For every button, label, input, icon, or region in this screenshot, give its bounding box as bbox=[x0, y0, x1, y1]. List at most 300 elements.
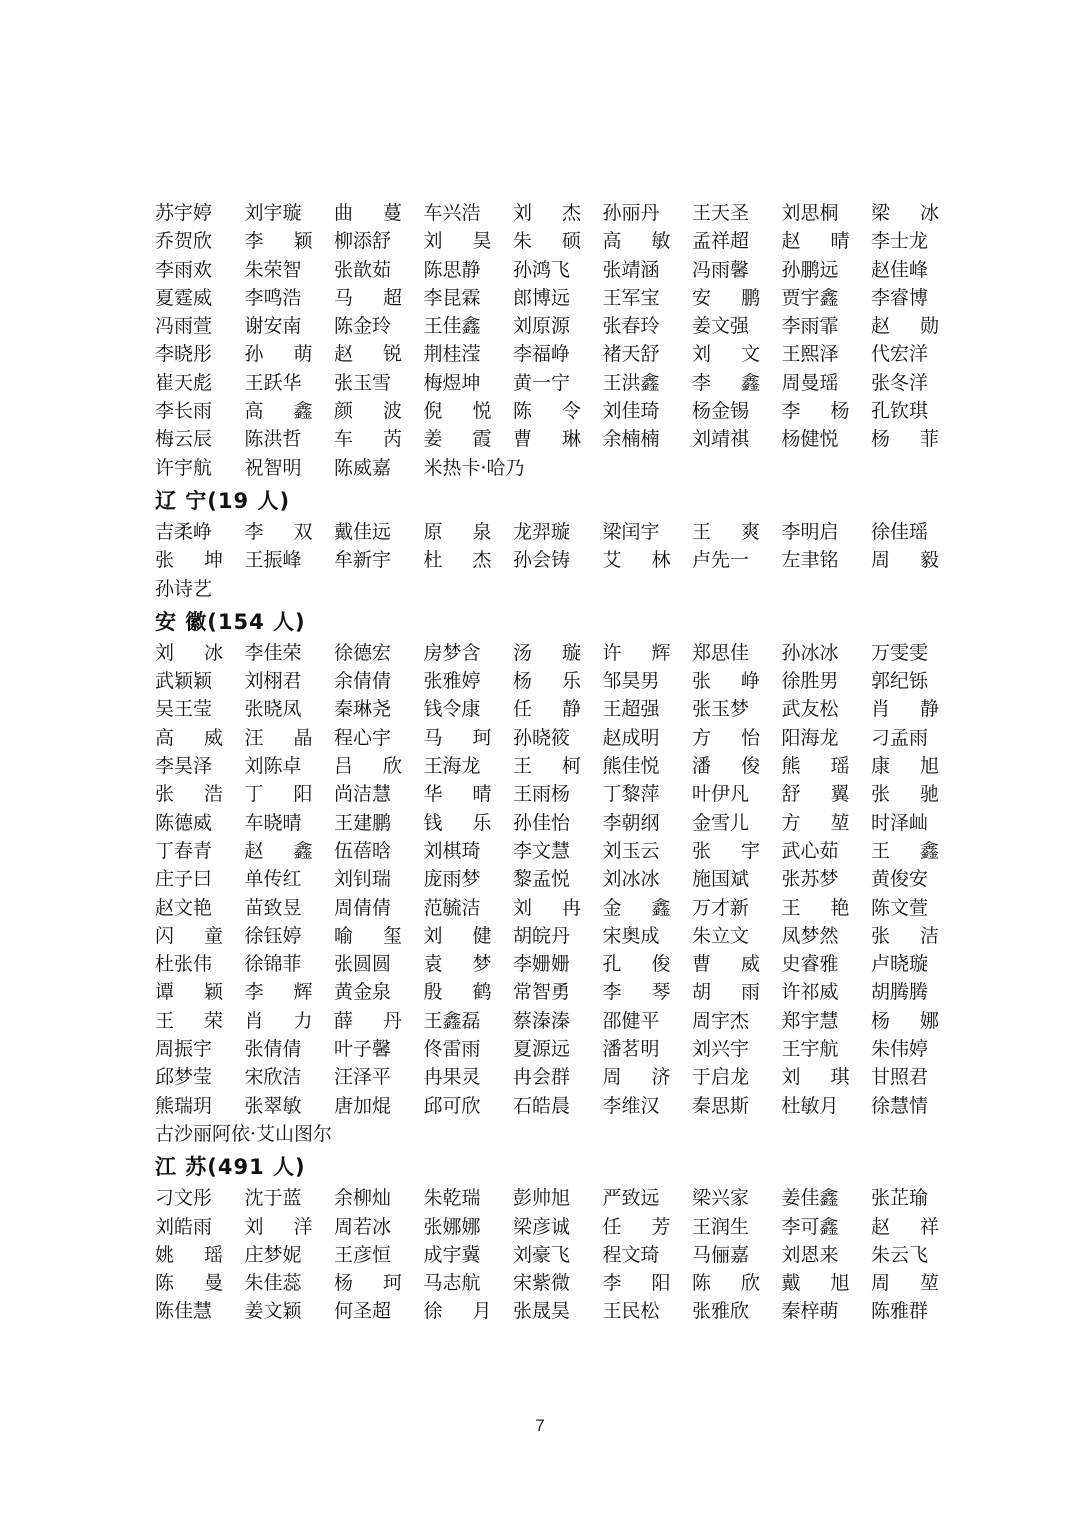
person-name: 卢晓璇 bbox=[871, 953, 929, 976]
person-name: 孙 萌 bbox=[244, 343, 325, 366]
person-name: 车晓晴 bbox=[244, 811, 302, 834]
person-name: 宋奥成 bbox=[602, 924, 660, 947]
section bbox=[155, 199, 952, 482]
person-name: 杜敏月 bbox=[781, 1094, 839, 1117]
person-name: 陈 曼 bbox=[155, 1272, 236, 1295]
person-name: 刘玉云 bbox=[602, 839, 660, 862]
person-name: 宋紫微 bbox=[513, 1272, 571, 1295]
name-row bbox=[155, 256, 935, 284]
person-name: 程心宇 bbox=[334, 726, 392, 749]
person-name: 黄俊安 bbox=[871, 868, 929, 891]
person-name: 张芷瑜 bbox=[871, 1187, 929, 1210]
person-name: 刘豪飞 bbox=[513, 1243, 571, 1266]
person-name: 熊瑞玥 bbox=[155, 1094, 213, 1117]
person-name: 刘冰冰 bbox=[602, 868, 660, 891]
person-name: 丁黎萍 bbox=[602, 783, 660, 806]
person-name: 黄金泉 bbox=[334, 981, 392, 1004]
person-name: 程文琦 bbox=[602, 1243, 660, 1266]
person-name: 张 坤 bbox=[155, 549, 236, 572]
person-name: 佟雷雨 bbox=[423, 1038, 481, 1061]
name-list bbox=[155, 199, 952, 1326]
person-name: 方 怡 bbox=[692, 726, 773, 749]
person-name: 张 驰 bbox=[871, 783, 952, 806]
person-name: 姜文颖 bbox=[244, 1300, 302, 1323]
person-name: 秦思斯 bbox=[692, 1094, 750, 1117]
person-name: 李 阳 bbox=[602, 1272, 683, 1295]
person-name: 谢安南 bbox=[244, 315, 302, 338]
person-name: 褚天舒 bbox=[602, 343, 660, 366]
name-row bbox=[155, 1120, 935, 1148]
person-name: 叶伊凡 bbox=[692, 783, 750, 806]
person-name: 丁 阳 bbox=[244, 783, 325, 806]
person-name: 陈佳慧 bbox=[155, 1300, 213, 1323]
person-name: 卢先一 bbox=[692, 549, 750, 572]
name-row bbox=[155, 695, 952, 723]
person-name: 李 双 bbox=[244, 520, 325, 543]
person-name: 肖 力 bbox=[244, 1009, 325, 1032]
person-name: 房梦含 bbox=[423, 641, 481, 664]
person-name: 张玉雪 bbox=[334, 371, 392, 394]
section bbox=[155, 484, 952, 603]
person-name: 祝智明 bbox=[244, 456, 302, 479]
name-row bbox=[155, 1063, 935, 1091]
person-name: 徐锦菲 bbox=[244, 953, 302, 976]
name-row bbox=[155, 837, 952, 865]
person-name: 刘靖祺 bbox=[692, 428, 750, 451]
name-row bbox=[155, 312, 952, 340]
person-name: 徐胜男 bbox=[781, 670, 839, 693]
person-name: 时泽屾 bbox=[871, 811, 929, 834]
person-name: 刁文彤 bbox=[155, 1187, 213, 1210]
person-name: 秦琳尧 bbox=[334, 698, 392, 721]
person-name: 胡腾腾 bbox=[871, 981, 929, 1004]
person-name: 张 浩 bbox=[155, 783, 236, 806]
person-name: 周宇杰 bbox=[692, 1009, 750, 1032]
name-row bbox=[155, 340, 935, 368]
person-name: 张春玲 bbox=[602, 315, 660, 338]
name-row bbox=[155, 1007, 952, 1035]
person-name: 舒 翼 bbox=[781, 783, 862, 806]
person-name: 张晓凤 bbox=[244, 698, 302, 721]
person-name: 赵 祥 bbox=[871, 1215, 952, 1238]
person-name: 张冬洋 bbox=[871, 371, 929, 394]
person-name: 刘 健 bbox=[423, 924, 504, 947]
person-name: 徐慧情 bbox=[871, 1094, 929, 1117]
person-name: 苏宇婷 bbox=[155, 202, 213, 224]
person-name: 邱梦莹 bbox=[155, 1066, 213, 1089]
person-name: 艾 林 bbox=[602, 549, 683, 572]
person-name: 沈于蓝 bbox=[244, 1187, 302, 1210]
person-name: 袁 梦 bbox=[423, 953, 504, 976]
person-name: 汤 璇 bbox=[513, 641, 594, 664]
person-name: 古沙丽阿依·艾山图尔 bbox=[155, 1122, 333, 1145]
name-row bbox=[155, 454, 935, 482]
person-name: 余柳灿 bbox=[334, 1187, 392, 1210]
person-name: 刘兴宇 bbox=[692, 1038, 750, 1061]
name-row bbox=[155, 1297, 935, 1325]
person-name: 胡皖丹 bbox=[513, 924, 571, 947]
person-name: 闪 童 bbox=[155, 924, 236, 947]
person-name: 王 鑫 bbox=[871, 839, 952, 862]
person-name: 冯雨萱 bbox=[155, 315, 213, 338]
person-name: 赵 锐 bbox=[334, 343, 415, 366]
person-name: 孔 俊 bbox=[602, 953, 683, 976]
person-name: 刘恩来 bbox=[781, 1243, 839, 1266]
person-name: 薛 丹 bbox=[334, 1009, 415, 1032]
person-name: 李士龙 bbox=[871, 230, 929, 253]
person-name: 姜佳鑫 bbox=[781, 1187, 839, 1210]
name-row bbox=[155, 1092, 935, 1120]
person-name: 姜 霞 bbox=[423, 428, 504, 451]
person-name: 李睿博 bbox=[871, 286, 929, 309]
person-name: 王超强 bbox=[602, 698, 660, 721]
person-name: 刘 冉 bbox=[513, 896, 594, 919]
person-name: 梅云辰 bbox=[155, 428, 213, 451]
person-name: 蔡溱溱 bbox=[513, 1009, 571, 1032]
person-name: 赵佳峰 bbox=[871, 258, 929, 281]
person-name: 梁 冰 bbox=[871, 202, 952, 224]
person-name: 李 杨 bbox=[781, 400, 862, 423]
person-name: 曹 威 bbox=[692, 953, 773, 976]
person-name: 李福峥 bbox=[513, 343, 571, 366]
person-name: 周 堃 bbox=[871, 1272, 952, 1295]
name-row bbox=[155, 397, 935, 425]
person-name: 王宇航 bbox=[781, 1038, 839, 1061]
person-name: 许祁威 bbox=[781, 981, 839, 1004]
person-name: 赵 晴 bbox=[781, 230, 862, 253]
person-name: 贾宇鑫 bbox=[781, 286, 839, 309]
person-name: 杨健悦 bbox=[781, 428, 839, 451]
person-name: 杨 菲 bbox=[871, 428, 952, 451]
person-name: 张靖涵 bbox=[602, 258, 660, 281]
name-row bbox=[155, 199, 952, 227]
person-name: 单传红 bbox=[244, 868, 302, 891]
person-name: 徐德宏 bbox=[334, 641, 392, 664]
person-name: 陈德威 bbox=[155, 811, 213, 834]
person-name: 徐 月 bbox=[423, 1300, 504, 1323]
person-name: 陈 令 bbox=[513, 400, 594, 423]
person-name: 范毓洁 bbox=[423, 896, 481, 919]
person-name: 彭帅旭 bbox=[513, 1187, 571, 1210]
person-name: 张晟昊 bbox=[513, 1300, 571, 1323]
person-name: 王 艳 bbox=[781, 896, 862, 919]
name-row bbox=[155, 1241, 935, 1269]
person-name: 汪 晶 bbox=[244, 726, 325, 749]
name-row bbox=[155, 639, 935, 667]
person-name: 代宏洋 bbox=[871, 343, 929, 366]
person-name: 潘茗明 bbox=[602, 1038, 660, 1061]
section bbox=[155, 1150, 952, 1325]
person-name: 徐钰婷 bbox=[244, 924, 302, 947]
person-name: 张歆茹 bbox=[334, 258, 392, 281]
person-name: 于启龙 bbox=[692, 1066, 750, 1089]
person-name: 吴王莹 bbox=[155, 698, 213, 721]
person-name: 刘皓雨 bbox=[155, 1215, 213, 1238]
person-name: 马 珂 bbox=[423, 726, 504, 749]
person-name: 杜 杰 bbox=[423, 549, 504, 572]
person-name: 邹昊男 bbox=[602, 670, 660, 693]
person-name: 李昊泽 bbox=[155, 755, 213, 778]
person-name: 成宇冀 bbox=[423, 1243, 481, 1266]
person-name: 万才新 bbox=[692, 896, 750, 919]
person-name: 王 爽 bbox=[692, 520, 773, 543]
person-name: 车兴浩 bbox=[423, 202, 481, 224]
name-row bbox=[155, 752, 952, 780]
person-name: 孙丽丹 bbox=[602, 202, 660, 224]
person-name: 马俪嘉 bbox=[692, 1243, 750, 1266]
person-name: 冯雨馨 bbox=[692, 258, 750, 281]
section-heading: 辽 宁(19 人) bbox=[155, 488, 291, 513]
person-name: 许 辉 bbox=[602, 641, 683, 664]
person-name: 石皓晨 bbox=[513, 1094, 571, 1117]
person-name: 孙鸿飞 bbox=[513, 258, 571, 281]
person-name: 李 琴 bbox=[602, 981, 683, 1004]
person-name: 李 颖 bbox=[244, 230, 325, 253]
name-row bbox=[155, 284, 935, 312]
person-name: 高 鑫 bbox=[244, 400, 325, 423]
person-name: 甘照君 bbox=[871, 1066, 929, 1089]
person-name: 王 柯 bbox=[513, 755, 594, 778]
person-name: 孙冰冰 bbox=[781, 641, 839, 664]
person-name: 秦梓萌 bbox=[781, 1300, 839, 1323]
person-name: 姚 瑶 bbox=[155, 1243, 236, 1266]
person-name: 朱云飞 bbox=[871, 1243, 929, 1266]
person-name: 米热卡·哈乃 bbox=[423, 456, 525, 479]
person-name: 张圆圆 bbox=[334, 953, 392, 976]
person-name: 刘 洋 bbox=[244, 1215, 325, 1238]
person-name: 张倩倩 bbox=[244, 1038, 302, 1061]
person-name: 刘棋琦 bbox=[423, 839, 481, 862]
person-name: 乔贺欣 bbox=[155, 230, 213, 253]
person-name: 马 超 bbox=[334, 286, 415, 309]
person-name: 高 敏 bbox=[602, 230, 683, 253]
person-name: 荆桂滢 bbox=[423, 343, 481, 366]
person-name: 颜 波 bbox=[334, 400, 415, 423]
person-name: 陈洪哲 bbox=[244, 428, 302, 451]
person-name: 常智勇 bbox=[513, 981, 571, 1004]
person-name: 戴佳远 bbox=[334, 520, 392, 543]
name-row bbox=[155, 1269, 952, 1297]
person-name: 任 芳 bbox=[602, 1215, 683, 1238]
person-name: 张娜娜 bbox=[423, 1215, 481, 1238]
person-name: 陈金玲 bbox=[334, 315, 392, 338]
person-name: 周 毅 bbox=[871, 549, 952, 572]
person-name: 郑宇慧 bbox=[781, 1009, 839, 1032]
person-name: 施国斌 bbox=[692, 868, 750, 891]
person-name: 王建鹏 bbox=[334, 811, 392, 834]
person-name: 张 洁 bbox=[871, 924, 952, 947]
person-name: 万雯雯 bbox=[871, 641, 929, 664]
person-name: 刘佳琦 bbox=[602, 400, 660, 423]
person-name: 潘 俊 bbox=[692, 755, 773, 778]
person-name: 崔天彪 bbox=[155, 371, 213, 394]
person-name: 牟新宇 bbox=[334, 549, 392, 572]
person-name: 金 鑫 bbox=[602, 896, 683, 919]
person-name: 王洪鑫 bbox=[602, 371, 660, 394]
person-name: 梁兴家 bbox=[692, 1187, 750, 1210]
person-name: 余倩倩 bbox=[334, 670, 392, 693]
name-row bbox=[155, 724, 935, 752]
person-name: 朱 硕 bbox=[513, 230, 594, 253]
person-name: 陈威嘉 bbox=[334, 456, 392, 479]
person-name: 曹 琳 bbox=[513, 428, 594, 451]
person-name: 汪泽平 bbox=[334, 1066, 392, 1089]
person-name: 张苏梦 bbox=[781, 868, 839, 891]
person-name: 原 泉 bbox=[423, 520, 504, 543]
person-name: 冉果灵 bbox=[423, 1066, 481, 1089]
person-name: 庄梦妮 bbox=[244, 1243, 302, 1266]
person-name: 周 济 bbox=[602, 1066, 683, 1089]
person-name: 王佳鑫 bbox=[423, 315, 481, 338]
name-row bbox=[155, 575, 935, 603]
person-name: 凤梦然 bbox=[781, 924, 839, 947]
person-name: 孟祥超 bbox=[692, 230, 750, 253]
name-row bbox=[155, 1035, 935, 1063]
person-name: 陈思静 bbox=[423, 258, 481, 281]
person-name: 刁孟雨 bbox=[871, 726, 929, 749]
person-name: 刘思桐 bbox=[781, 202, 839, 224]
name-row bbox=[155, 809, 935, 837]
person-name: 安 鹏 bbox=[692, 286, 773, 309]
person-name: 丁春青 bbox=[155, 839, 213, 862]
person-name: 李鸣浩 bbox=[244, 286, 302, 309]
person-name: 李昆霖 bbox=[423, 286, 481, 309]
person-name: 刘原源 bbox=[513, 315, 571, 338]
person-name: 熊 瑶 bbox=[781, 755, 862, 778]
person-name: 柳添舒 bbox=[334, 230, 392, 253]
person-name: 庄子曰 bbox=[155, 868, 213, 891]
section bbox=[155, 605, 952, 1148]
person-name: 李维汉 bbox=[602, 1094, 660, 1117]
person-name: 车 芮 bbox=[334, 428, 415, 451]
person-name: 吕 欣 bbox=[334, 755, 415, 778]
person-name: 周振宇 bbox=[155, 1038, 213, 1061]
person-name: 刘 昊 bbox=[423, 230, 504, 253]
section-heading: 安 徽(154 人) bbox=[155, 609, 306, 634]
person-name: 任 静 bbox=[513, 698, 594, 721]
person-name: 孙晓筱 bbox=[513, 726, 571, 749]
person-name: 黎孟悦 bbox=[513, 868, 571, 891]
person-name: 史睿雅 bbox=[781, 953, 839, 976]
person-name: 杨 娜 bbox=[871, 1009, 952, 1032]
person-name: 王 荣 bbox=[155, 1009, 236, 1032]
name-row bbox=[155, 667, 935, 695]
person-name: 王熙泽 bbox=[781, 343, 839, 366]
person-name: 倪 悦 bbox=[423, 400, 504, 423]
person-name: 赵 勋 bbox=[871, 315, 952, 338]
person-name: 赵文艳 bbox=[155, 896, 213, 919]
person-name: 李佳荣 bbox=[244, 641, 302, 664]
person-name: 郎博远 bbox=[513, 286, 571, 309]
name-row bbox=[155, 950, 935, 978]
person-name: 周曼瑶 bbox=[781, 371, 839, 394]
person-name: 朱伟婷 bbox=[871, 1038, 929, 1061]
person-name: 刘钊瑞 bbox=[334, 868, 392, 891]
name-row bbox=[155, 1213, 952, 1241]
person-name: 杜张伟 bbox=[155, 953, 213, 976]
person-name: 陈雅群 bbox=[871, 1300, 929, 1323]
name-row bbox=[155, 865, 935, 893]
person-name: 李 辉 bbox=[244, 981, 325, 1004]
person-name: 肖 静 bbox=[871, 698, 952, 721]
person-name: 刘 琪 bbox=[781, 1066, 862, 1089]
person-name: 何圣超 bbox=[334, 1300, 392, 1323]
person-name: 孙鹏远 bbox=[781, 258, 839, 281]
person-name: 孙佳怡 bbox=[513, 811, 571, 834]
person-name: 武颖颖 bbox=[155, 670, 213, 693]
person-name: 孙会铸 bbox=[513, 549, 571, 572]
person-name: 李姗姗 bbox=[513, 953, 571, 976]
person-name: 赵 鑫 bbox=[244, 839, 325, 862]
person-name: 苗致昱 bbox=[244, 896, 302, 919]
person-name: 姜文强 bbox=[692, 315, 750, 338]
person-name: 陈文萱 bbox=[871, 896, 929, 919]
name-row bbox=[155, 978, 935, 1006]
name-row bbox=[155, 1184, 935, 1212]
person-name: 王天圣 bbox=[692, 202, 750, 224]
person-name: 武友松 bbox=[781, 698, 839, 721]
person-name: 杨金锡 bbox=[692, 400, 750, 423]
person-name: 梁闰宇 bbox=[602, 520, 660, 543]
person-name: 朱立文 bbox=[692, 924, 750, 947]
person-name: 朱荣智 bbox=[244, 258, 302, 281]
person-name: 王民松 bbox=[602, 1300, 660, 1323]
person-name: 宋欣洁 bbox=[244, 1066, 302, 1089]
person-name: 王海龙 bbox=[423, 755, 481, 778]
person-name: 张 峥 bbox=[692, 670, 773, 693]
person-name: 夏源远 bbox=[513, 1038, 571, 1061]
person-name: 张雅欣 bbox=[692, 1300, 750, 1323]
person-name: 刘陈卓 bbox=[244, 755, 302, 778]
person-name: 张雅婷 bbox=[423, 670, 481, 693]
person-name: 邵健平 bbox=[602, 1009, 660, 1032]
person-name: 康 旭 bbox=[871, 755, 952, 778]
name-row bbox=[155, 518, 935, 546]
person-name: 郭纪铄 bbox=[871, 670, 929, 693]
person-name: 孙诗艺 bbox=[155, 577, 213, 600]
person-name: 严致远 bbox=[602, 1187, 660, 1210]
name-row bbox=[155, 780, 952, 808]
person-name: 余楠楠 bbox=[602, 428, 660, 451]
person-name: 吉柔峥 bbox=[155, 520, 213, 543]
person-name: 武心茹 bbox=[781, 839, 839, 862]
person-name: 王润生 bbox=[692, 1215, 750, 1238]
section-heading: 江 苏(491 人) bbox=[155, 1155, 306, 1180]
person-name: 龙羿璇 bbox=[513, 520, 571, 543]
person-name: 王鑫磊 bbox=[423, 1009, 481, 1032]
person-name: 刘 冰 bbox=[155, 641, 236, 664]
person-name: 李朝纲 bbox=[602, 811, 660, 834]
person-name: 阳海龙 bbox=[781, 726, 839, 749]
person-name: 刘 文 bbox=[692, 343, 773, 366]
person-name: 朱乾瑞 bbox=[423, 1187, 481, 1210]
person-name: 方 堃 bbox=[781, 811, 862, 834]
person-name: 赵成明 bbox=[602, 726, 660, 749]
person-name: 王军宝 bbox=[602, 286, 660, 309]
person-name: 郑思佳 bbox=[692, 641, 750, 664]
person-name: 李晓彤 bbox=[155, 343, 213, 366]
person-name: 孔钦琪 bbox=[871, 400, 929, 423]
name-row bbox=[155, 227, 935, 255]
person-name: 庞雨梦 bbox=[423, 868, 481, 891]
person-name: 杨 乐 bbox=[513, 670, 594, 693]
person-name: 朱佳蕊 bbox=[244, 1272, 302, 1295]
person-name: 邱可欣 bbox=[423, 1094, 481, 1117]
person-name: 周倩倩 bbox=[334, 896, 392, 919]
name-row bbox=[155, 922, 952, 950]
person-name: 胡 雨 bbox=[692, 981, 773, 1004]
person-name: 李明启 bbox=[781, 520, 839, 543]
